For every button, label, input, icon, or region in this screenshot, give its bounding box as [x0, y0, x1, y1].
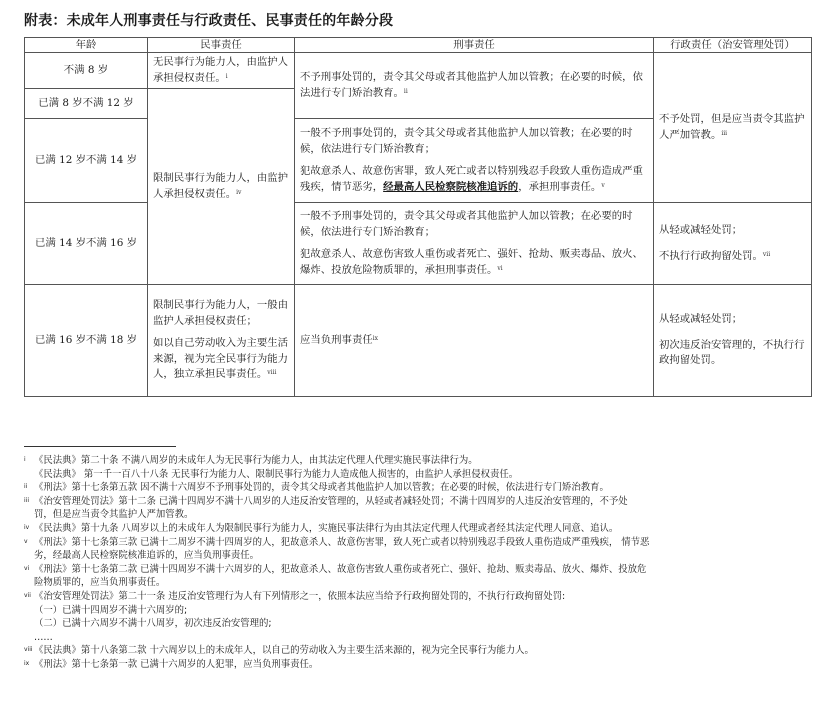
age-responsibility-table	[24, 37, 812, 397]
criminal-text-1: 不予刑事处罚的，责令其父母或者其他监护人加以管教；在必要的时候，依法进行专门矫治教育。	[300, 71, 643, 99]
admin-text-3b: 初次违反治安管理的，不执行行政拘留处罚。	[659, 338, 805, 367]
footnote-ref: iv	[236, 188, 242, 196]
criminal-text-2b-pre: 犯故意杀人、故意伤害罪，致人死亡或者以特别残忍手段致人重伤造成严重残疾，情节恶劣，	[300, 165, 643, 193]
footnote-mark: ix	[24, 659, 30, 667]
header-admin: 行政责任（治安管理处罚）	[654, 38, 812, 53]
footnote-item	[24, 536, 824, 550]
footnote-item	[24, 631, 824, 645]
criminal-cell-1	[295, 53, 654, 119]
criminal-text-3b: 犯故意杀人、故意伤害致人重伤或者死亡、强奸、抢劫、贩卖毒品、放火、爆炸、投放危险物质罪的，承担刑事责任。	[300, 248, 643, 276]
admin-cell-1	[654, 53, 812, 203]
footnote-item	[24, 495, 824, 509]
table-row	[25, 285, 812, 397]
criminal-cell-4	[295, 285, 654, 397]
age-under-8: 不满 8 岁	[25, 53, 148, 89]
criminal-text-4: 应当负刑事责任	[300, 333, 373, 346]
age-8-to-12: 已满 8 岁不满 12 岁	[25, 89, 148, 119]
civil-cell-1	[148, 53, 295, 89]
footnote-ref: vi	[497, 264, 503, 272]
footnote-item	[24, 576, 824, 590]
footnote-text: 《刑法》第十七条第二款 已满十四周岁不满十六周岁的人，犯故意杀人、故意伤害致人重伤或者死亡、强奸、抢劫、贩卖毒品、放火、爆炸、投放危	[34, 563, 647, 575]
admin-text-2a: 从轻或减轻处罚；	[659, 224, 743, 236]
footnote-mark: iii	[24, 496, 30, 504]
footnote-ref: iii	[721, 129, 728, 137]
footnote-ref: vii	[762, 250, 771, 258]
footnote-mark: iv	[24, 523, 30, 531]
civil-cell-2	[148, 89, 295, 285]
footnote-text: 险物质罪的，应当负刑事责任。	[34, 577, 166, 589]
footnote-item	[24, 454, 824, 468]
civil-text-3a: 限制民事行为能力人，一般由监护人承担侵权责任；	[153, 299, 289, 327]
footnote-item	[24, 549, 824, 563]
footnote-text: 《民法典》第二十条 不满八周岁的未成年人为无民事行为能力人，由其法定代理人代理实施民事法律行为。	[34, 455, 478, 466]
criminal-cell-3	[295, 203, 654, 285]
age-14-to-16: 已满 14 岁不满 16 岁	[25, 203, 148, 285]
footnote-text: 《治安管理处罚法》第二十一条 违反治安管理行为人有下列情形之一，依照本法应当给予行政拘留处罚的，不执行行政拘留处罚:	[34, 590, 566, 602]
footnote-ref: ix	[372, 334, 379, 342]
footnote-text: 《刑法》第十七条第五款 因不满十六周岁不予刑事处罚的，责令其父母或者其他监护人加以管教；在必要的时候，依法进行专门矫治教育。	[34, 482, 609, 494]
footnote-ref: i	[225, 72, 228, 80]
footnote-item	[24, 658, 824, 672]
footnote-item	[24, 644, 824, 658]
footnote-mark: ii	[24, 483, 28, 491]
civil-cell-3	[148, 285, 295, 397]
footnote-text: 《刑法》第十七条第三款 已满十二周岁不满十四周岁的人，犯故意杀人、故意伤害罪，致人死亡或者以特别残忍手段致人重伤造成严重残疾， 情节恶	[34, 536, 650, 548]
header-civil: 民事责任	[148, 38, 295, 53]
footnote-text: （一）已满十四周岁不满十六周岁的;	[34, 604, 188, 616]
header-age: 年龄	[25, 38, 148, 53]
age-12-to-14: 已满 12 岁不满 14 岁	[25, 119, 148, 203]
footnote-item	[24, 617, 824, 631]
footnote-text: 《民法典》 第一千一百八十八条 无民事行为能力人、限制民事行为能力人造成他人损害的，由监护人承担侵权责任。	[34, 468, 519, 480]
footnote-text: 《刑法》第十七条第一款 已满十六周岁的人犯罪，应当负刑事责任。	[34, 658, 319, 670]
footnote-mark: vi	[24, 564, 30, 572]
footnote-text: ……	[34, 631, 53, 643]
admin-cell-3	[654, 285, 812, 397]
table-row	[25, 53, 812, 89]
table-row	[25, 203, 812, 285]
footnote-item	[24, 604, 824, 618]
footnote-mark: i	[24, 456, 26, 463]
footnote-item	[24, 563, 824, 577]
criminal-text-2a: 一般不予刑事处罚的，责令其父母或者其他监护人加以管教；在必要的时候，依法进行专门矫治教育；	[300, 127, 633, 155]
footnote-divider	[24, 446, 176, 447]
footnote-mark: vii	[24, 591, 31, 599]
footnote-text: 《民法典》第十八条第二款 十六周岁以上的未成年人，以自己的劳动收入为主要生活来源的，视为完全民事行为能力人。	[34, 645, 534, 657]
admin-text-3a: 从轻或减轻处罚；	[659, 313, 743, 326]
footnote-ref: viii	[267, 369, 277, 377]
civil-text-1: 无民事行为能力人，由监护人承担侵权责任。	[153, 56, 289, 84]
footnote-text: 《治安管理处罚法》第十二条 已满十四周岁不满十八周岁的人违反治安管理的，从轻或者减轻处罚；不满十四周岁的人违反治安管理的，不予处	[34, 495, 628, 507]
civil-text-3b: 如以自己劳动收入为主要生活来源，视为完全民事行为能力人，独立承担民事责任。	[153, 337, 289, 381]
footnote-text: 《民法典》第十九条 八周岁以上的未成年人为限制民事行为能力人，实施民事法律行为由其法定代理人代理或者经其法定代理人同意、追认。	[34, 522, 619, 534]
criminal-text-2b-post: ，承担刑事责任。	[518, 180, 602, 193]
criminal-text-3a: 一般不予刑事处罚的，责令其父母或者其他监护人加以管教；在必要的时候，依法进行专门矫治教育；	[300, 210, 633, 238]
criminal-text-2b-emphasis: 经最高人民检察院核准追诉的	[383, 180, 519, 193]
footnote-item	[24, 590, 824, 604]
admin-text-1: 不予处罚，但是应当责令其监护人严加管教。	[659, 113, 805, 141]
age-16-to-18: 已满 16 岁不满 18 岁	[25, 285, 148, 397]
footnote-mark: viii	[24, 646, 33, 654]
footnote-text: （二）已满十六周岁不满十八周岁，初次违反治安管理的;	[34, 618, 272, 630]
page-title: 附表：未成年人刑事责任与行政责任、民事责任的年龄分段	[24, 13, 394, 29]
table-header-row	[25, 38, 812, 53]
footnote-text: 罚，但是应当责令其监护人严加管教。	[34, 509, 194, 521]
footnote-mark: v	[24, 537, 28, 545]
footnote-ref: v	[601, 181, 605, 189]
footnote-text: 劣，经最高人民检察院核准追诉的，应当负刑事责任。	[34, 550, 260, 562]
admin-text-2b: 不执行行政拘留处罚。	[659, 249, 763, 262]
civil-text-2: 限制民事行为能力人，由监护人承担侵权责任。	[153, 172, 289, 200]
criminal-cell-2	[295, 119, 654, 203]
footnote-item	[24, 481, 824, 495]
footnote-item	[24, 522, 824, 536]
footnotes	[24, 454, 824, 672]
header-criminal: 刑事责任	[295, 38, 654, 53]
footnote-ref: ii	[403, 87, 408, 95]
admin-cell-2	[654, 203, 812, 285]
footnote-item	[24, 468, 824, 482]
footnote-item	[24, 508, 824, 522]
